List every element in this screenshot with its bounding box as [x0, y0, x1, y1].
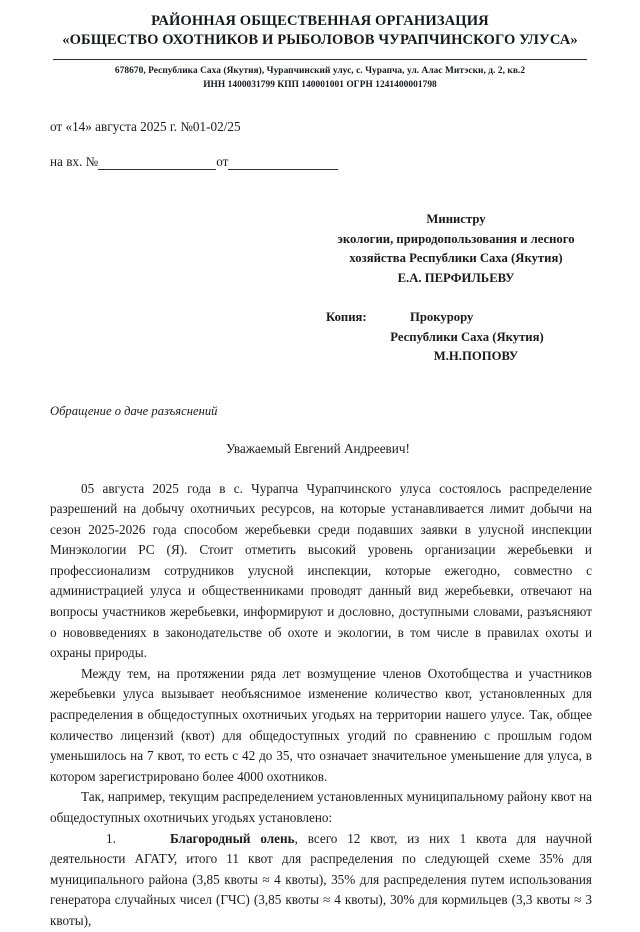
- addressee-department-line-2: хозяйства Республики Саха (Якутия): [349, 251, 563, 265]
- organization-address: 678670, Республика Саха (Якутия), Чурапчинский улус, с. Чурапча, ул. Алас Митэски, д. 2, кв.2: [114, 66, 526, 76]
- salutation: Уважаемый Евгений Андреевич!: [226, 440, 410, 456]
- list-item-text: , всего 12 квот, из них 1 квота для научной деятельности АГАТУ, итого 11 квот для распределения по следующей схеме 35% для муниципального района (3,85 квоты ≈ 4 квоты), 35% для распределения путем использования генератора случайных чисел (ГЧС) (3,85 квоты ≈ 4 квоты), 30% для кормильцев (3,3 квоты ≈ 3 квоты),: [50, 830, 593, 928]
- body-paragraph-2: Между тем, на протяжении ряда лет возмущение членов Охотобщества и участников жеребьевки улуса вызывает необъяснимое изменение количество квот, установленных для распределения в общедоступных охотничьих угодьях на территории нашего улусе. Так, общее количество лицензий (квот) для общедоступных угодий по сравнению с прошлым годом уменьшилось на 7 квот, то есть с 42 до 35, что означает значительное уменьшение для улуса, в котором зарегистрировано более 4000 охотников.: [50, 665, 592, 784]
- list-item: [50, 829, 592, 932]
- letterhead-divider: [53, 59, 587, 60]
- outgoing-reference: от «14» августа 2025 г. №01-02/25: [50, 119, 241, 134]
- body-paragraph-1: 05 августа 2025 года в с. Чурапча Чурапчинского улуса состоялось распределение разрешений на добычу охотничьих ресурсов, на которые устанавливается лимит добычи на сезон 2025-2026 года способом жеребьевки среди подавших заявки в улусной инспекции Минэкологии РС (Я). Стоит отметить высокий уровень организации жеребьевки и профессионализм сотрудников улусной инспекции, которые ежегодно, совместно с администрацией улуса и общественниками проводят данный вид жеребьевки, отвечают на вопросы участников жеребьевки, информируют и дословно, доступными словами, разъясняют о нововведениях в законодательстве об охоте и экологии, в том числе в правилах охоты и охраны природы.: [50, 480, 592, 661]
- subject-line: Обращение о даче разъяснений: [50, 403, 218, 418]
- incoming-number-label: на вх. №: [50, 154, 99, 169]
- copy-label: Копия:: [326, 310, 367, 324]
- reference-block: [0, 118, 640, 170]
- copy-row-title: [306, 308, 606, 328]
- addressee-department-line-1: экологии, природопользования и лесного: [337, 231, 575, 246]
- organization-registration-codes: ИНН 1400031799 КПП 140001001 ОГРН 1241400001798: [203, 79, 437, 90]
- addressee-name: Е.А. ПЕРФИЛЬЕВУ: [397, 270, 515, 285]
- incoming-reference-row: [50, 153, 640, 170]
- organization-name-line-2: «ОБЩЕСТВО ОХОТНИКОВ И РЫБОЛОВОВ ЧУРАПЧИНСКОГО УЛУСА»: [62, 32, 578, 48]
- list-item-number: 1.: [106, 830, 116, 846]
- letterhead: [0, 0, 640, 92]
- copy-addressee-title: Прокурору: [410, 310, 474, 324]
- addressee-title: Министру: [426, 212, 486, 226]
- incoming-date-blank[interactable]: [228, 158, 338, 170]
- copy-addressee-name: М.Н.ПОПОВУ: [433, 349, 519, 363]
- organization-name-line-1: РАЙОННАЯ ОБЩЕСТВЕННАЯ ОРГАНИЗАЦИЯ: [151, 13, 489, 29]
- copy-addressee-block: [306, 308, 606, 367]
- incoming-date-label: от: [216, 154, 229, 169]
- list-item-species: Благородный олень: [170, 830, 295, 846]
- body-paragraph-3: Так, например, текущим распределением установленных муниципальному району квот на общедоступных охотничьих угодьях установлено:: [50, 789, 592, 825]
- copy-addressee-region: Республики Саха (Якутия): [390, 329, 544, 344]
- addressee-block: [306, 210, 606, 288]
- letter-body: [0, 479, 640, 932]
- incoming-number-blank[interactable]: [98, 158, 216, 170]
